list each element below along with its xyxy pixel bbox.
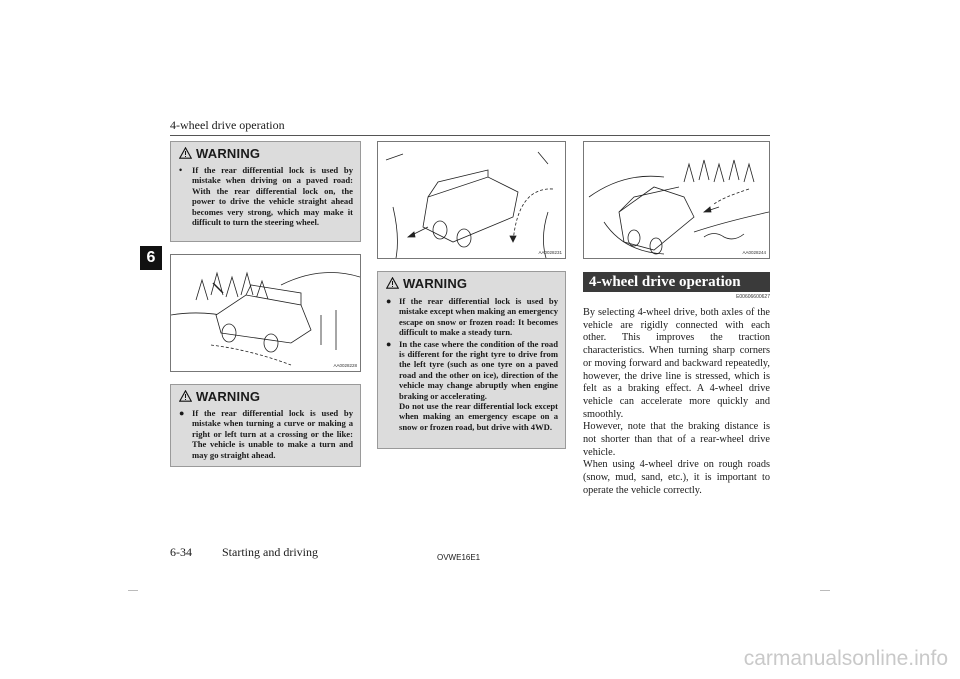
paragraph: When using 4-wheel drive on rough roads (snow, mud, sand, etc.), it is important to operate the vehicle correctly. bbox=[583, 459, 770, 496]
figure-3 bbox=[583, 141, 770, 259]
warning-text: If the rear differential lock is used by mistake when turning a curve or making a right or left turn at a crossing or the like: The vehicle is unable to make a turn and may go straight ahead. bbox=[192, 408, 353, 460]
warning-text: If the rear differential lock is used by mistake when driving on a paved road: With the rear differential lock on, the power to drive the vehicle straight ahead becomes very strong, which may make it difficult to turn the steering wheel. bbox=[192, 165, 353, 228]
bullet-icon: ● bbox=[386, 296, 392, 306]
figure-code: AA0028228 bbox=[333, 363, 357, 368]
vehicle-going-straight-illustration bbox=[378, 142, 565, 258]
paragraph: By selecting 4-wheel drive, both axles of the vehicle are rigidly connected with each other. This improves the traction characteristics. When turning sharp corners or moving forward and backward repeatedly, however, the drive line is stressed, which is felt as a braking effect. A 4-wheel drive vehicle can accelerate more quickly and smoothly. bbox=[583, 307, 770, 420]
warning-box-1 bbox=[170, 141, 361, 242]
document-code: OVWE16E1 bbox=[437, 553, 481, 562]
warning-text: If the rear differential lock is used by mistake except when making an emergency escape on snow or frozen road: It becomes difficult to make a steady turn. bbox=[399, 296, 558, 338]
header-rule bbox=[170, 135, 770, 136]
watermark: carmanualsonline.info bbox=[743, 647, 948, 670]
warning-triangle-icon bbox=[179, 390, 192, 402]
crop-mark bbox=[820, 590, 830, 591]
warning-title: WARNING bbox=[403, 275, 468, 291]
chapter-tab: 6 bbox=[140, 246, 162, 270]
warning-text: In the case where the condition of the road is different for the right tyre to drive from the left tyre (such as one tyre on a paved road and the other on ice), direction of the vehicle may change abruptly when engine braking or accelerating. bbox=[399, 338, 558, 401]
section-code: E00606600627 bbox=[736, 294, 770, 300]
figure-2 bbox=[377, 141, 566, 259]
warning-box-2 bbox=[170, 384, 361, 467]
warning-title: WARNING bbox=[196, 145, 261, 161]
vehicle-on-snowy-road-illustration bbox=[584, 142, 769, 258]
section-body bbox=[583, 307, 770, 498]
warning-title: WARNING bbox=[196, 388, 261, 404]
figure-code: AA0028244 bbox=[742, 250, 766, 255]
section-heading: 4-wheel drive operation bbox=[583, 272, 770, 292]
figure-code: AA0028231 bbox=[538, 250, 562, 255]
warning-triangle-icon bbox=[386, 277, 399, 289]
page-number: 6-34 bbox=[170, 545, 192, 559]
warning-box-3 bbox=[377, 271, 566, 449]
bullet-icon: ● bbox=[179, 408, 185, 418]
warning-triangle-icon bbox=[179, 147, 192, 159]
bullet-icon: ● bbox=[386, 338, 392, 349]
warning-item bbox=[179, 165, 353, 227]
running-title: 4-wheel drive operation bbox=[170, 118, 285, 132]
warning-item bbox=[386, 296, 558, 338]
crop-mark bbox=[128, 590, 138, 591]
warning-item bbox=[179, 408, 353, 460]
bullet: • bbox=[179, 165, 183, 175]
chapter-name: Starting and driving bbox=[222, 545, 318, 559]
vehicle-turning-on-paved-road-illustration bbox=[171, 255, 360, 371]
paragraph: However, note that the braking distance is not shorter than that of a rear-wheel drive vehicle. bbox=[583, 421, 770, 458]
figure-1 bbox=[170, 254, 361, 372]
warning-text-continued: Do not use the rear differential lock except when making an emergency escape on a snow or frozen road, but drive with 4WD. bbox=[399, 401, 558, 432]
warning-item bbox=[386, 339, 558, 401]
